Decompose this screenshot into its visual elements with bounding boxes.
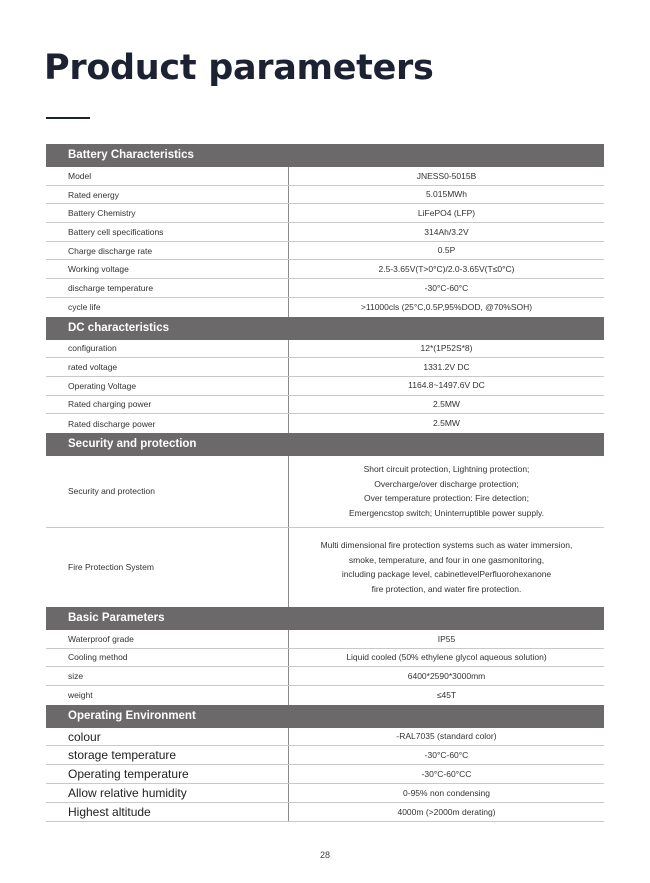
table-row xyxy=(46,167,604,186)
table-row xyxy=(46,765,604,784)
environment-section xyxy=(46,705,604,822)
table-row xyxy=(46,260,604,279)
row-label: Battery cell specifications xyxy=(46,223,289,241)
row-label: Model xyxy=(46,167,289,185)
row-label: Operating Voltage xyxy=(46,377,289,395)
table-row xyxy=(46,242,604,261)
row-value xyxy=(289,528,604,607)
page-number: 28 xyxy=(319,850,330,860)
table-row xyxy=(46,630,604,649)
value-line: Multi dimensional fire protection systems such as water immersion, xyxy=(320,540,573,551)
row-value: IP55 xyxy=(437,633,456,644)
row-value: -30°C-60°CC xyxy=(421,768,472,779)
row-value: 1331.2V DC xyxy=(423,361,470,372)
table-row xyxy=(46,396,604,415)
value-line: Emergencstop switch; Uninterruptible power supply. xyxy=(349,507,544,518)
row-value: >11000cls (25°C,0.5P,95%DOD, @70%SOH) xyxy=(360,301,533,312)
row-value: ≤45T xyxy=(436,690,457,701)
row-value: 314Ah/3.2V xyxy=(424,226,469,237)
section-header-basic: Basic Parameters xyxy=(46,607,604,630)
section-header-dc: DC characteristics xyxy=(46,317,604,340)
row-label: Cooling method xyxy=(46,649,289,667)
multiline-value xyxy=(315,538,579,596)
row-value: 2.5MW xyxy=(433,418,460,429)
table-row xyxy=(46,667,604,686)
row-label: rated voltage xyxy=(46,358,289,376)
value-line: smoke, temperature, and four in one gasmonitoring, xyxy=(348,554,545,565)
section-header-battery: Battery Characteristics xyxy=(46,144,604,167)
multiline-value xyxy=(343,462,550,520)
row-value: 0-95% non condensing xyxy=(403,787,490,798)
table-row xyxy=(46,803,604,822)
row-value: 1164.8~1497.6V DC xyxy=(408,380,485,391)
row-label: weight xyxy=(46,686,289,705)
value-line: Over temperature protection: Fire detection; xyxy=(364,493,529,504)
value-line: Short circuit protection, Lightning protection; xyxy=(363,464,530,475)
row-value: 2.5-3.65V(T>0°C)/2.0-3.65V(T≤0°C) xyxy=(378,264,515,275)
table-row xyxy=(46,686,604,705)
table-row xyxy=(46,784,604,803)
row-label: Rated discharge power xyxy=(46,414,289,433)
row-value: 12*(1P52S*8) xyxy=(420,343,473,354)
table-row xyxy=(46,298,604,317)
row-label: Working voltage xyxy=(46,260,289,278)
value-line: Overcharge/over discharge protection; xyxy=(374,478,519,489)
table-row xyxy=(46,746,604,765)
row-value: 0.5P xyxy=(437,245,456,256)
table-row xyxy=(46,649,604,668)
row-label: configuration xyxy=(46,340,289,358)
row-label: size xyxy=(46,667,289,685)
table-row xyxy=(46,223,604,242)
row-label: colour xyxy=(46,728,289,746)
row-value: 5.015MWh xyxy=(425,189,468,200)
table-row xyxy=(46,377,604,396)
row-label: Rated charging power xyxy=(46,396,289,414)
row-value: 6400*2590*3000mm xyxy=(407,670,486,681)
row-label: Allow relative humidity xyxy=(46,784,289,802)
row-label: storage temperature xyxy=(46,746,289,764)
table-row xyxy=(46,204,604,223)
section-header-environment: Operating Environment xyxy=(46,705,604,728)
row-label: Highest altitude xyxy=(46,803,289,821)
row-value: 4000m (>2000m derating) xyxy=(397,806,496,817)
row-label: discharge temperature xyxy=(46,279,289,297)
row-value xyxy=(289,456,604,527)
section-header-security: Security and protection xyxy=(46,433,604,456)
table-row xyxy=(46,358,604,377)
page-title: Product parameters xyxy=(44,48,434,88)
table-row xyxy=(46,728,604,747)
table-row xyxy=(46,186,604,205)
value-line: fire protection, and water fire protection. xyxy=(371,583,522,594)
row-value: -RAL7035 (standard color) xyxy=(396,731,497,742)
row-value: LiFePO4 (LFP) xyxy=(417,207,476,218)
row-value: -30°C-60°C xyxy=(424,282,469,293)
table-row xyxy=(46,279,604,298)
row-label: cycle life xyxy=(46,298,289,317)
row-label: Charge discharge rate xyxy=(46,242,289,260)
row-label: Security and protection xyxy=(46,456,289,527)
table-row xyxy=(46,456,604,528)
value-line: including package level, cabinetlevelPerfluorohexanone xyxy=(341,569,552,580)
table-row xyxy=(46,414,604,433)
row-label: Fire Protection System xyxy=(46,528,289,607)
row-value: 2.5MW xyxy=(433,399,460,410)
title-underline xyxy=(46,117,90,119)
row-label: Waterproof grade xyxy=(46,630,289,648)
parameters-table xyxy=(46,144,604,822)
row-value: -30°C-60°C xyxy=(424,750,469,761)
table-row xyxy=(46,340,604,359)
row-label: Operating temperature xyxy=(46,765,289,783)
row-label: Rated energy xyxy=(46,186,289,204)
row-value: JNESS0-5015B xyxy=(416,170,477,181)
row-value: Liquid cooled (50% ethylene glycol aqueous solution) xyxy=(346,652,547,663)
row-label: Battery Chemistry xyxy=(46,204,289,222)
table-row xyxy=(46,528,604,607)
